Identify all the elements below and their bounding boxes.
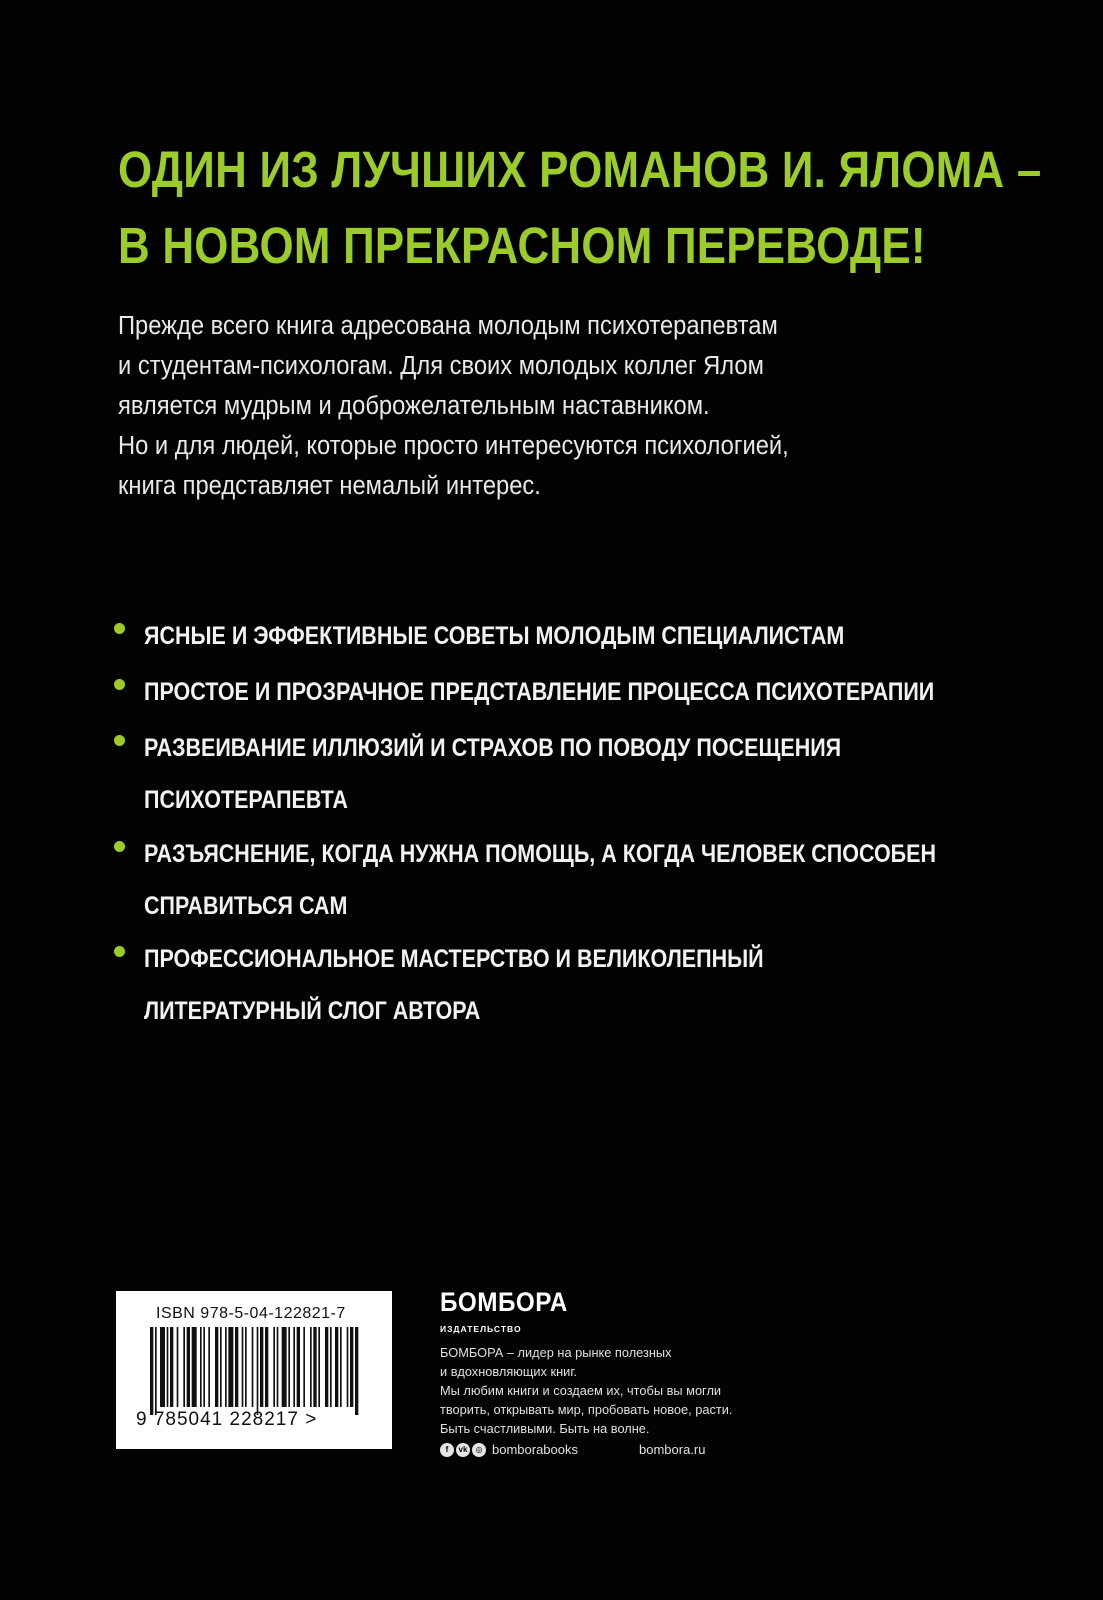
social-handle-link[interactable]: bomborabooks [492, 1442, 578, 1457]
barcode-bar [208, 1327, 210, 1407]
intro-line: и студентам-психологам. Для своих молодых коллег Ялом [118, 352, 764, 380]
feature-text [144, 610, 844, 662]
headline [118, 132, 1042, 284]
feature-text [144, 722, 841, 826]
intro-paragraph [118, 306, 936, 506]
publisher-description-line: Мы любим книги и создаем их, чтобы вы могли [440, 1383, 722, 1398]
barcode-bar [282, 1327, 287, 1407]
barcode-bar [303, 1327, 305, 1407]
bullet-dot-icon [114, 946, 125, 957]
vk-icon[interactable]: vk [456, 1443, 470, 1457]
barcode-bar [350, 1327, 353, 1407]
feature-text [144, 828, 936, 932]
barcode-bar [257, 1327, 259, 1415]
publisher-description-line: Быть счастливыми. Быть на волне. [440, 1421, 650, 1436]
feature-text [144, 666, 934, 718]
barcode-bar [177, 1327, 179, 1407]
barcode-bar [242, 1327, 244, 1407]
barcode-bar [355, 1327, 358, 1415]
barcode-bar [228, 1327, 233, 1407]
barcode-bar [325, 1327, 328, 1407]
barcode-bar [297, 1327, 300, 1407]
feature-line: ПСИХОТЕРАПЕВТА [144, 786, 348, 814]
publisher-description-line: и вдохновляющих книг. [440, 1364, 577, 1379]
feature-line: ПРОФЕССИОНАЛЬНОЕ МАСТЕРСТВО И ВЕЛИКОЛЕПНЫЙ [144, 945, 764, 973]
barcode-bar [160, 1327, 165, 1407]
barcode-bar [220, 1327, 222, 1407]
feature-line: РАЗЪЯСНЕНИЕ, КОГДА НУЖНА ПОМОЩЬ, А КОГДА ЧЕЛОВЕК СПОСОБЕН [144, 840, 937, 868]
publisher-description [440, 1343, 732, 1438]
facebook-icon[interactable]: f [440, 1443, 454, 1457]
publisher-social-row [440, 1441, 860, 1461]
intro-line: Но и для людей, которые просто интересуются психологией, [118, 432, 789, 460]
barcode-bar [192, 1327, 197, 1407]
barcode-bar [260, 1327, 263, 1407]
barcode-bar [183, 1327, 185, 1407]
bullet-dot-icon [114, 623, 125, 634]
barcode-bar [288, 1327, 290, 1407]
intro-line: Прежде всего книга адресована молодым психотерапевтам [118, 312, 778, 340]
isbn-barcode-box [116, 1291, 392, 1449]
bullet-dot-icon [114, 735, 125, 746]
publisher-description-line: творить, открывать мир, пробовать новое, расти. [440, 1402, 733, 1417]
barcode-bar [200, 1327, 202, 1407]
headline-line-1: ОДИН ИЗ ЛУЧШИХ РОМАНОВ И. ЯЛОМА – [118, 141, 1042, 198]
barcode-bar [203, 1327, 205, 1407]
feature-text [144, 933, 764, 1037]
barcode-bar [330, 1327, 332, 1407]
feature-line: РАЗВЕИВАНИЕ ИЛЛЮЗИЙ И СТРАХОВ ПО ПОВОДУ ПОСЕЩЕНИЯ [144, 734, 842, 762]
barcode-bar [273, 1327, 275, 1407]
isbn-label: ISBN 978-5-04-122821-7 [156, 1305, 346, 1322]
barcode-icon [150, 1327, 360, 1415]
barcode-bar [277, 1327, 279, 1407]
publisher-description-line: БОМБОРА – лидер на рынке полезных [440, 1345, 672, 1360]
barcode-digits: 9 785041 228217 > [136, 1409, 318, 1430]
feature-line: СПРАВИТЬСЯ САМ [144, 892, 348, 920]
barcode-bar [252, 1327, 254, 1407]
feature-line: ЯСНЫЕ И ЭФФЕКТИВНЫЕ СОВЕТЫ МОЛОДЫМ СПЕЦИАЛИСТАМ [144, 622, 845, 650]
headline-line-2: В НОВОМ ПРЕКРАСНОМ ПЕРЕВОДЕ! [118, 217, 926, 274]
feature-line: ПРОСТОЕ И ПРОЗРАЧНОЕ ПРЕДСТАВЛЕНИЕ ПРОЦЕССА ПСИХОТЕРАПИИ [144, 678, 935, 706]
barcode-bar [170, 1327, 173, 1407]
barcode-bar [167, 1327, 169, 1407]
publisher-logo-name: БОМБОРА [440, 1287, 568, 1317]
barcode-bar [347, 1327, 349, 1407]
intro-line: книга представляет немалый интерес. [118, 472, 541, 500]
barcode-bar [335, 1327, 338, 1407]
barcode-bar [313, 1327, 316, 1407]
publisher-logo-subtitle: ИЗДАТЕЛЬСТВО [440, 1324, 522, 1334]
barcode-bar [340, 1327, 342, 1407]
website-link[interactable]: bombora.ru [639, 1442, 706, 1457]
feature-line: ЛИТЕРАТУРНЫЙ СЛОГ АВТОРА [144, 997, 481, 1025]
barcode-bar [215, 1327, 218, 1407]
barcode-bar [235, 1327, 238, 1407]
barcode-bar [265, 1327, 268, 1407]
bullet-dot-icon [114, 841, 125, 852]
barcode-bar [318, 1327, 320, 1407]
barcode-bar [293, 1327, 295, 1407]
barcode-bar [150, 1327, 153, 1415]
barcode-bar [245, 1327, 247, 1407]
barcode-bar [310, 1327, 312, 1407]
intro-line: является мудрым и доброжелательным наставником. [118, 392, 710, 420]
bullet-dot-icon [114, 679, 125, 690]
instagram-icon[interactable]: ◎ [472, 1443, 486, 1457]
barcode-bar [187, 1327, 190, 1407]
barcode-bar [225, 1327, 227, 1407]
barcode-bar [155, 1327, 157, 1415]
